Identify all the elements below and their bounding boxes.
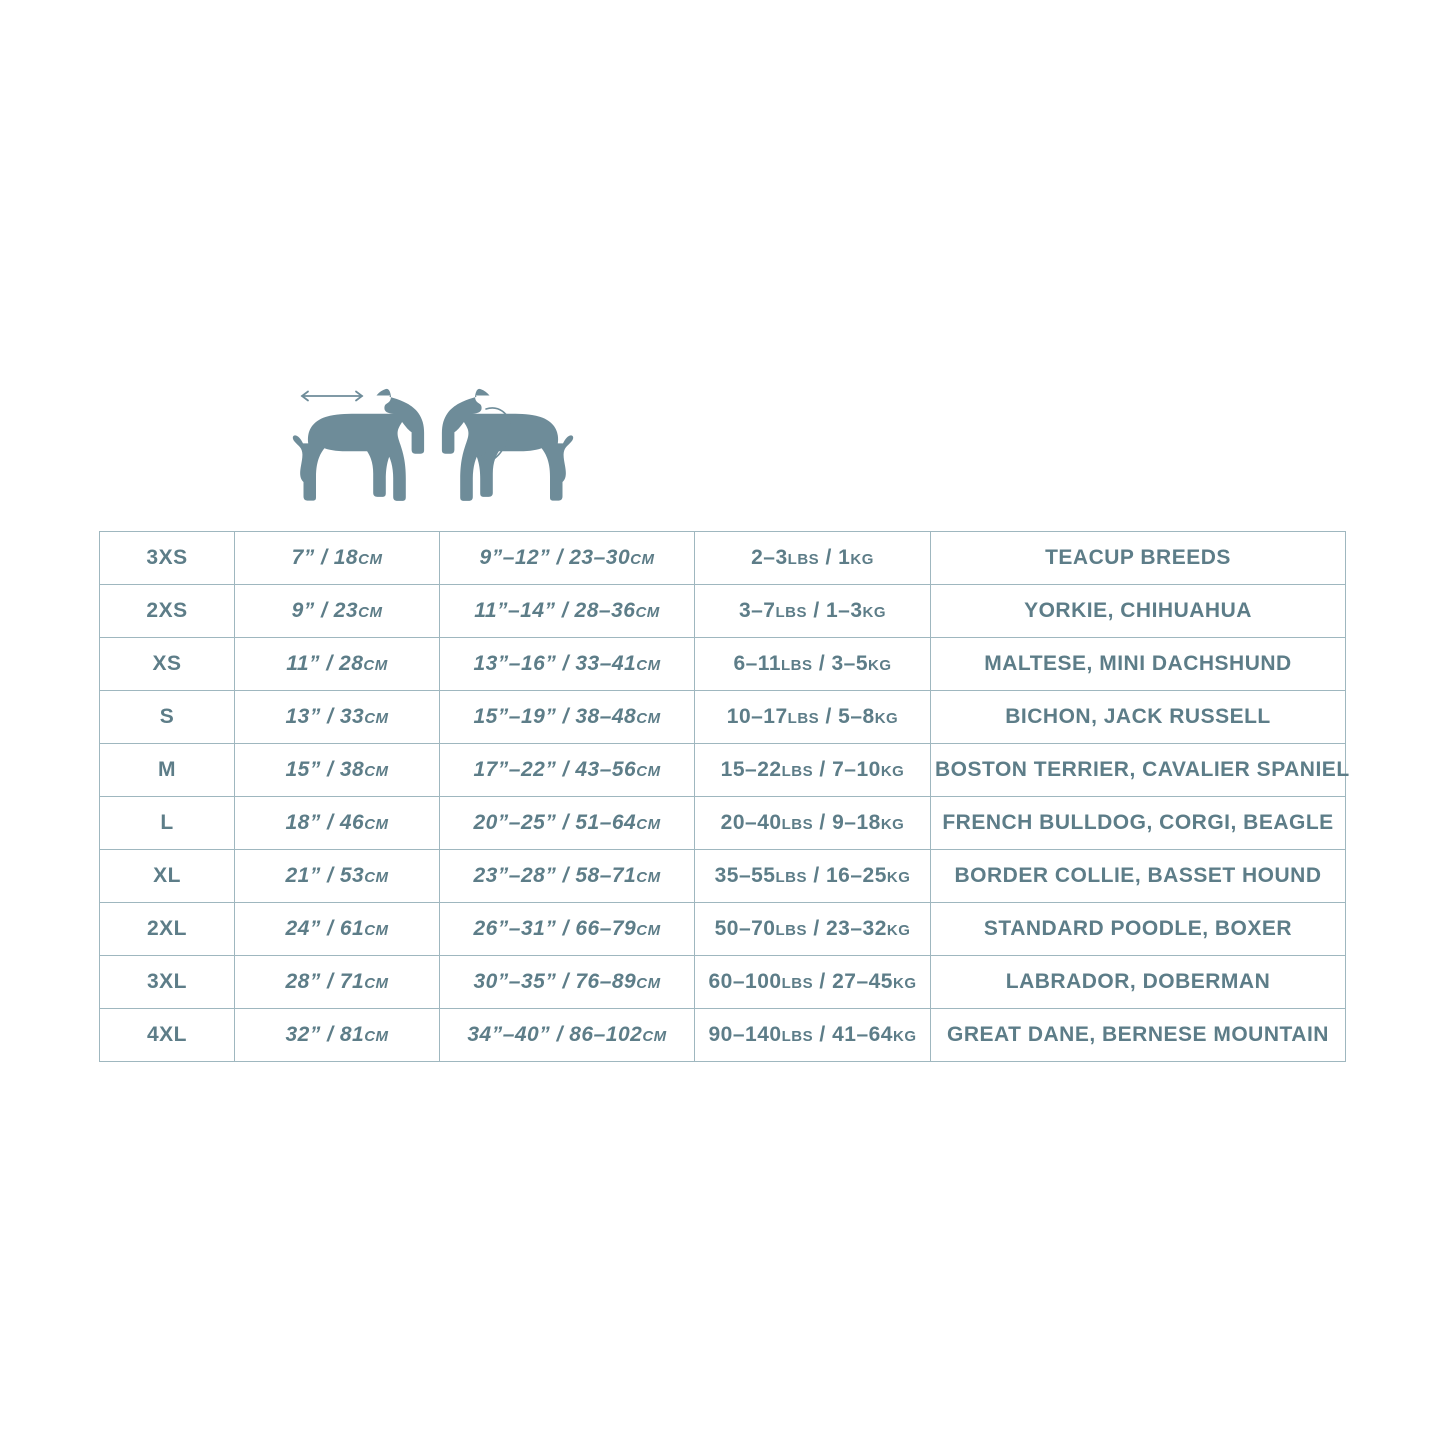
cell-back-length	[235, 585, 440, 638]
back-length-arrow	[302, 392, 362, 401]
cell-size: 3XS	[100, 532, 235, 585]
weight-kg-unit: KG	[880, 816, 905, 833]
weight-lbs-value: 3–7	[738, 599, 776, 622]
weight-kg-value: / 41–64	[813, 1023, 893, 1046]
chest-girth-unit: CM	[636, 816, 661, 833]
weight-kg-value: / 3–5	[812, 652, 869, 675]
back-length-value: 18” / 46	[285, 811, 365, 834]
back-length-unit: CM	[364, 922, 389, 939]
cell-size: M	[100, 744, 235, 797]
cell-breeds: TEACUP BREEDS	[931, 532, 1346, 585]
weight-lbs-unit: LBS	[775, 604, 807, 621]
weight-kg-value: / 1	[819, 546, 851, 569]
cell-chest-girth	[440, 532, 695, 585]
cell-weight	[695, 797, 931, 850]
cell-back-length	[235, 850, 440, 903]
cell-chest-girth	[440, 691, 695, 744]
weight-kg-unit: KG	[850, 551, 874, 568]
chest-girth-unit: CM	[636, 922, 661, 939]
cell-chest-girth	[440, 797, 695, 850]
cell-size: XS	[100, 638, 235, 691]
weight-kg-value: / 9–18	[813, 811, 881, 834]
cell-back-length	[235, 691, 440, 744]
table-row	[100, 1009, 1346, 1062]
weight-kg-unit: KG	[892, 1028, 917, 1045]
back-length-unit: CM	[364, 816, 389, 833]
cell-weight	[695, 1009, 931, 1062]
back-length-value: 9” / 23	[291, 599, 359, 622]
cell-back-length	[235, 638, 440, 691]
table-row	[100, 532, 1346, 585]
cell-back-length	[235, 956, 440, 1009]
table-row	[100, 638, 1346, 691]
cell-back-length	[235, 903, 440, 956]
weight-lbs-unit: LBS	[781, 763, 814, 780]
weight-lbs-value: 60–100	[708, 970, 782, 993]
weight-lbs-unit: LBS	[775, 869, 807, 886]
weight-kg-unit: KG	[862, 604, 887, 621]
chest-girth-value: 20”–25” / 51–64	[473, 811, 637, 834]
table-row	[100, 691, 1346, 744]
cell-back-length	[235, 797, 440, 850]
weight-lbs-value: 50–70	[714, 917, 776, 940]
chest-girth-value: 26”–31” / 66–79	[473, 917, 637, 940]
chest-girth-value: 15”–19” / 38–48	[473, 705, 637, 728]
chest-girth-unit: CM	[635, 604, 660, 621]
weight-lbs-unit: LBS	[787, 710, 820, 727]
back-length-unit: CM	[364, 710, 389, 727]
back-length-value: 11” / 28	[286, 652, 364, 675]
back-length-unit: CM	[363, 657, 388, 674]
cell-breeds: BORDER COLLIE, BASSET HOUND	[931, 850, 1346, 903]
cell-size: 2XS	[100, 585, 235, 638]
weight-kg-value: / 1–3	[807, 599, 863, 622]
cell-weight	[695, 691, 931, 744]
chest-girth-unit: CM	[630, 551, 655, 568]
cell-chest-girth	[440, 956, 695, 1009]
weight-kg-unit: KG	[874, 710, 899, 727]
size-chart-table-container	[99, 531, 1350, 1062]
weight-kg-value: / 16–25	[807, 864, 887, 887]
cell-weight	[695, 744, 931, 797]
chest-girth-value: 11”–14” / 28–36	[474, 599, 636, 622]
chest-girth-value: 23”–28” / 58–71	[473, 864, 637, 887]
weight-lbs-value: 6–11	[733, 652, 781, 675]
table-row	[100, 850, 1346, 903]
weight-kg-unit: KG	[868, 657, 892, 674]
cell-breeds: BICHON, JACK RUSSELL	[931, 691, 1346, 744]
weight-lbs-value: 15–22	[720, 758, 782, 781]
chest-girth-value: 30”–35” / 76–89	[473, 970, 637, 993]
cell-breeds: FRENCH BULLDOG, CORGI, BEAGLE	[931, 797, 1346, 850]
cell-back-length	[235, 532, 440, 585]
cell-breeds: STANDARD POODLE, BOXER	[931, 903, 1346, 956]
cell-breeds: LABRADOR, DOBERMAN	[931, 956, 1346, 1009]
cell-back-length	[235, 744, 440, 797]
cell-breeds: GREAT DANE, BERNESE MOUNTAIN	[931, 1009, 1346, 1062]
weight-lbs-unit: LBS	[787, 551, 820, 568]
weight-lbs-unit: LBS	[781, 975, 814, 992]
weight-kg-unit: KG	[886, 869, 911, 886]
back-length-value: 13” / 33	[285, 705, 365, 728]
cell-size: XL	[100, 850, 235, 903]
back-length-unit: CM	[358, 604, 383, 621]
table-row	[100, 797, 1346, 850]
table-row	[100, 903, 1346, 956]
chest-girth-unit: CM	[642, 1028, 667, 1045]
cell-size: L	[100, 797, 235, 850]
cell-breeds: YORKIE, CHIHUAHUA	[931, 585, 1346, 638]
table-row	[100, 744, 1346, 797]
back-length-value: 24” / 61	[285, 917, 365, 940]
back-length-unit: CM	[364, 1028, 389, 1045]
cell-weight	[695, 956, 931, 1009]
cell-chest-girth	[440, 1009, 695, 1062]
cell-chest-girth	[440, 585, 695, 638]
cell-size: 4XL	[100, 1009, 235, 1062]
cell-size: 2XL	[100, 903, 235, 956]
table-row	[100, 585, 1346, 638]
cell-weight	[695, 638, 931, 691]
chest-girth-unit: CM	[636, 975, 661, 992]
weight-kg-unit: KG	[892, 975, 917, 992]
back-length-value: 7” / 18	[291, 546, 359, 569]
cell-weight	[695, 903, 931, 956]
chest-girth-value: 34”–40” / 86–102	[467, 1023, 643, 1046]
chest-girth-unit: CM	[636, 869, 661, 886]
cell-chest-girth	[440, 638, 695, 691]
weight-lbs-value: 90–140	[708, 1023, 782, 1046]
weight-kg-value: / 23–32	[807, 917, 887, 940]
weight-lbs-unit: LBS	[781, 1028, 814, 1045]
weight-lbs-unit: LBS	[781, 816, 814, 833]
weight-kg-value: / 27–45	[813, 970, 893, 993]
cell-breeds: MALTESE, MINI DACHSHUND	[931, 638, 1346, 691]
weight-lbs-value: 20–40	[720, 811, 782, 834]
chest-girth-value: 13”–16” / 33–41	[473, 652, 637, 675]
cell-chest-girth	[440, 744, 695, 797]
cell-chest-girth	[440, 903, 695, 956]
weight-lbs-unit: LBS	[775, 922, 807, 939]
chest-girth-value: 9”–12” / 23–30	[479, 546, 631, 569]
cell-size: S	[100, 691, 235, 744]
chest-girth-unit: CM	[636, 710, 661, 727]
weight-kg-value: / 7–10	[813, 758, 881, 781]
chest-girth-unit: CM	[636, 657, 661, 674]
cell-size: 3XL	[100, 956, 235, 1009]
chest-girth-unit: CM	[636, 763, 661, 780]
weight-kg-value: / 5–8	[819, 705, 875, 728]
weight-kg-unit: KG	[886, 922, 911, 939]
weight-lbs-value: 35–55	[714, 864, 776, 887]
back-length-unit: CM	[358, 551, 383, 568]
size-chart-table	[99, 531, 1350, 1062]
table-row	[100, 956, 1346, 1009]
chest-girth-value: 17”–22” / 43–56	[473, 758, 637, 781]
back-length-unit: CM	[364, 763, 389, 780]
dog-measurement-illustration	[286, 383, 586, 508]
back-length-value: 28” / 71	[285, 970, 365, 993]
back-length-value: 21” / 53	[285, 864, 365, 887]
cell-breeds: BOSTON TERRIER, CAVALIER SPANIEL	[931, 744, 1346, 797]
weight-lbs-value: 2–3	[751, 546, 788, 569]
weight-lbs-value: 10–17	[726, 705, 788, 728]
cell-weight	[695, 850, 931, 903]
back-length-value: 32” / 81	[285, 1023, 365, 1046]
cell-back-length	[235, 1009, 440, 1062]
cell-chest-girth	[440, 850, 695, 903]
cell-weight	[695, 585, 931, 638]
cell-weight	[695, 532, 931, 585]
weight-lbs-unit: LBS	[781, 657, 813, 674]
dog-side-silhouette-back-length	[293, 389, 424, 501]
dog-side-silhouette-chest-girth	[442, 389, 573, 501]
back-length-unit: CM	[364, 869, 389, 886]
back-length-unit: CM	[364, 975, 389, 992]
back-length-value: 15” / 38	[285, 758, 365, 781]
weight-kg-unit: KG	[880, 763, 905, 780]
size-chart-body	[100, 532, 1350, 1062]
